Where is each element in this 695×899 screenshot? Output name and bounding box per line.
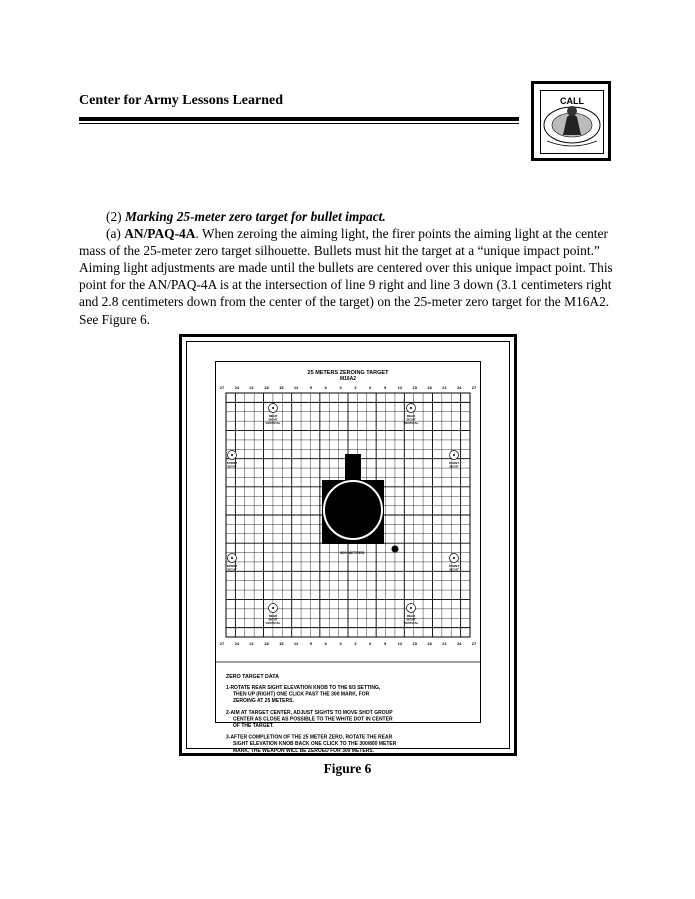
sight-indicator <box>449 451 459 469</box>
zero-data-line: 1-ROTATE REAR SIGHT ELEVATION KNOB TO THE 8/3 SETTING, <box>226 685 381 691</box>
scale-label-top: 18 <box>264 385 269 390</box>
sight-dot <box>272 407 274 409</box>
sight-label: FRONT <box>448 564 460 568</box>
scale-label-bottom: 21 <box>249 641 254 646</box>
sight-label: VERTICAL <box>403 621 419 626</box>
scale-label-top: 24 <box>456 385 462 390</box>
scale-label-top: 21 <box>442 385 447 390</box>
zero-data-line: OF THE TARGET. <box>233 723 274 729</box>
sight-label: FRONT <box>226 564 238 568</box>
sight-indicator <box>449 554 459 572</box>
scale-label-top: 3 <box>339 385 342 390</box>
sight-label: FRONT <box>448 461 460 465</box>
sight-indicator <box>404 604 419 626</box>
zero-data-line: 2-AIM AT TARGET CENTER, ADJUST SIGHTS TO MOVE SHOT GROUP <box>226 709 393 716</box>
sight-label: SIGHT <box>227 464 237 469</box>
zero-data-line: MARK, THE WEAPON WILL BE ZEROED FOR 300 METERS. <box>233 747 375 754</box>
sight-label: VERTICAL <box>265 621 281 626</box>
scale-label-bottom: 6 <box>369 641 372 646</box>
scale-label-top: 12 <box>293 385 299 390</box>
sight-label: REAR <box>406 614 416 618</box>
sight-label: SIGHT <box>268 617 278 622</box>
zeroing-target <box>215 361 481 754</box>
sight-dot <box>453 454 455 456</box>
sight-dot <box>410 607 412 609</box>
zero-data-line: SIGHT ELEVATION KNOB BACK ONE CLICK TO THE 300/800 METER <box>233 741 397 748</box>
scale-label-bottom: 3 <box>354 641 357 646</box>
device-name: AN/PAQ-4A <box>124 226 196 242</box>
sight-label: SIGHT <box>449 567 459 572</box>
scale-label-top: 6 <box>324 385 327 390</box>
scale-label-bottom: 15 <box>279 641 284 646</box>
scale-label-bottom: 12 <box>397 641 403 646</box>
sight-dot <box>231 557 233 559</box>
sight-dot <box>453 557 455 559</box>
scale-label-top: 24 <box>234 385 240 390</box>
subsection-heading: Marking 25-meter zero target for bullet impact. <box>124 209 386 224</box>
scale-label-top: 15 <box>279 385 284 390</box>
scale-label-bottom: 15 <box>412 641 417 646</box>
silhouette-head <box>345 454 361 482</box>
zero-data-title: ZERO TARGET DATA <box>226 674 279 680</box>
sight-label: FRONT <box>226 461 238 465</box>
sight-dot <box>272 607 274 609</box>
scale-label-bottom: 3 <box>339 641 342 646</box>
sight-label: SIGHT <box>449 464 459 469</box>
sight-label: SIGHT <box>268 417 278 422</box>
paragraph-main: (a) AN/PAQ-4A. When zeroing the aiming light, the firer points the aiming light at the center mass of the 25-meter zero target silhouette. Bullets must hit the target at a “unique impact point.” Aiming light adjustments are made until the bullets are centered over this unique impact point. This point for the AN/PAQ-4A is at the intersection of line 9 right and line 3 down (3.1 centimeters right and 2.8 centimeters down from the center of the target) on the 25-meter zero target for the M16A2. See Figure 6. <box>79 226 613 327</box>
scale-label-top: 3 <box>354 385 357 390</box>
figure-frame <box>179 334 517 756</box>
scale-label-top: 9 <box>383 385 387 390</box>
header-title: Center for Army Lessons Learned <box>79 93 284 108</box>
body-text <box>79 208 624 328</box>
scale-label-bottom: 24 <box>234 641 240 646</box>
sight-label: REAR <box>268 614 278 618</box>
logo-text: CALL <box>560 96 584 106</box>
sight-label: VERTICAL <box>265 421 281 426</box>
sight-label: SIGHT <box>227 567 237 572</box>
sight-indicator <box>266 404 281 426</box>
scale-label-bottom: 6 <box>324 641 327 646</box>
header-rule-thin <box>79 123 519 124</box>
sight-dot <box>231 454 233 456</box>
sight-dot <box>410 407 412 409</box>
sight-label: REAR <box>268 414 278 418</box>
scale-label-bottom: 27 <box>471 641 477 646</box>
zero-data-line: CENTER AS CLOSE AS POSSIBLE TO THE WHITE DOT IN CENTER <box>233 716 393 723</box>
scale-label-top: 6 <box>369 385 372 390</box>
sight-label: REAR <box>406 414 416 418</box>
figure-caption: Figure 6 <box>323 761 372 776</box>
bottom-scale <box>220 641 477 646</box>
scale-label-bottom: 27 <box>219 641 225 646</box>
zero-data-lines <box>226 685 397 754</box>
impact-point <box>392 546 399 553</box>
silhouette-label: 300 METERS <box>340 550 365 555</box>
target-subtitle: M16A2 <box>339 376 357 382</box>
zero-data-line: THEN UP (RIGHT) ONE CLICK PAST THE 300 MARK, FOR <box>233 691 370 698</box>
sight-label: SIGHT <box>406 617 416 622</box>
scale-label-bottom: 21 <box>442 641 447 646</box>
zero-data-line: 3-AFTER COMPLETION OF THE 25 METER ZERO, ROTATE THE REAR <box>226 734 393 741</box>
silhouette <box>322 454 384 544</box>
paragraph-heading: (2) Marking 25-meter zero target for bullet impact. <box>106 209 386 224</box>
target-title: 25 METERS ZEROING TARGET <box>307 370 389 376</box>
scale-label-top: 12 <box>397 385 403 390</box>
scale-label-bottom: 9 <box>383 641 387 646</box>
call-logo <box>531 81 611 161</box>
call-logo-emblem <box>540 90 604 154</box>
scale-label-bottom: 18 <box>427 641 432 646</box>
scale-label-bottom: 12 <box>293 641 299 646</box>
scale-label-top: 27 <box>219 385 225 390</box>
scale-label-top: 27 <box>471 385 477 390</box>
header-rule-thick <box>79 117 519 121</box>
sight-label: VERTICAL <box>403 421 419 426</box>
sight-label: SIGHT <box>406 417 416 422</box>
target-svg <box>216 362 480 754</box>
top-scale <box>220 385 477 390</box>
scale-label-top: 21 <box>249 385 254 390</box>
sight-indicator <box>404 404 419 426</box>
scale-label-top: 18 <box>427 385 432 390</box>
sight-indicator <box>266 604 281 626</box>
scale-label-bottom: 24 <box>456 641 462 646</box>
scale-label-bottom: 9 <box>309 641 313 646</box>
scale-label-top: 9 <box>309 385 313 390</box>
zero-data-line: ZEROING AT 25 METERS. <box>233 698 294 705</box>
scale-label-top: 15 <box>412 385 417 390</box>
scale-label-bottom: 18 <box>264 641 269 646</box>
